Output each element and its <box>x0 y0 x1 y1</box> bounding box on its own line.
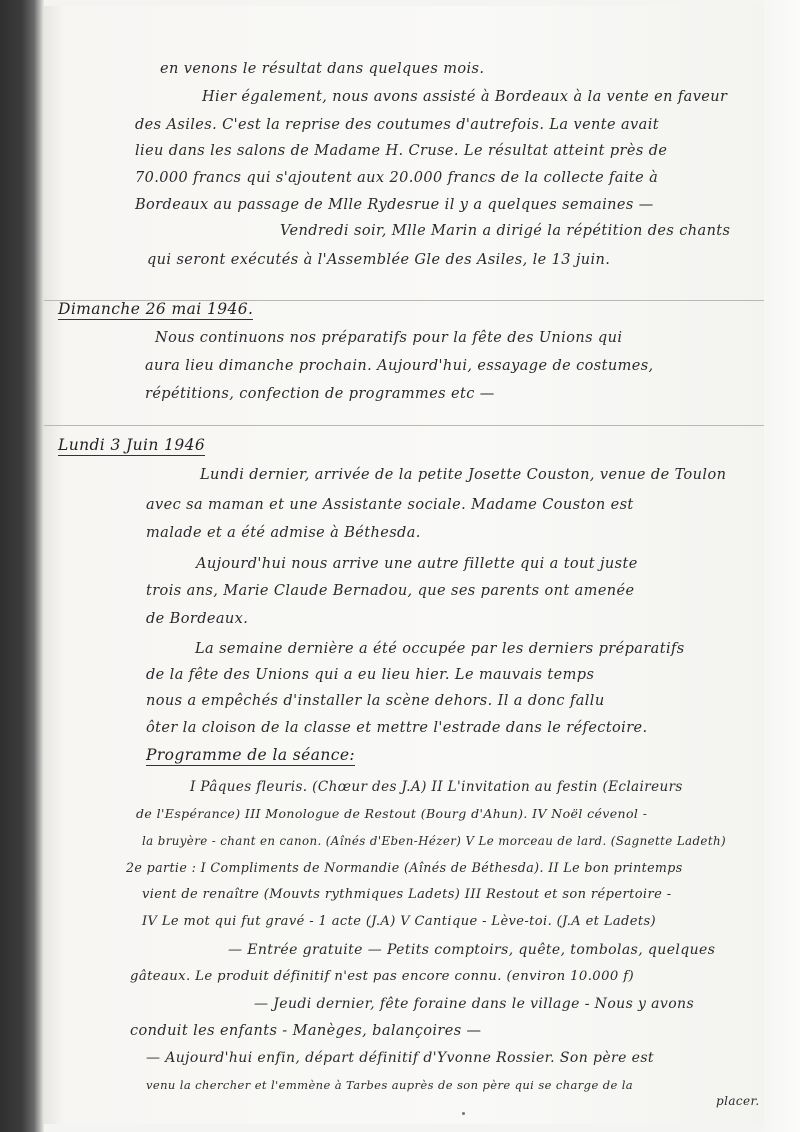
text-line: de Bordeaux. <box>146 611 249 627</box>
page-margin <box>764 0 800 1132</box>
text-line: conduit les enfants - Manèges, balançoires — <box>130 1023 482 1039</box>
text-line: en venons le résultat dans quelques mois. <box>160 61 485 77</box>
text-line: placer. <box>716 1094 760 1108</box>
page-mark <box>462 1112 465 1115</box>
text-line: lieu dans les salons de Madame H. Cruse. Le résultat atteint près de <box>135 143 668 159</box>
program-line: I Pâques fleuris. (Chœur des J.A) II L'invitation au festin (Eclaireurs <box>190 779 683 795</box>
program-heading: Programme de la séance: <box>146 746 356 764</box>
text-line: de la fête des Unions qui a eu lieu hier. Le mauvais temps <box>146 667 595 683</box>
text-line: Lundi dernier, arrivée de la petite Josette Couston, venue de Toulon <box>200 467 727 483</box>
text-line: Bordeaux au passage de Mlle Rydesrue il y a quelques semaines — <box>135 197 654 213</box>
text-line: trois ans, Marie Claude Bernadou, que ses parents ont amenée <box>146 583 635 599</box>
text-line: ôter la cloison de la classe et mettre l'estrade dans le réfectoire. <box>146 720 648 736</box>
text-line: qui seront exécutés à l'Assemblée Gle des Asiles, le 13 juin. <box>147 252 611 268</box>
program-line: IV Le mot qui fut gravé - 1 acte (J.A) V Cantique - Lève-toi. (J.A et Ladets) <box>142 914 657 929</box>
text-line: gâteaux. Le produit définitif n'est pas encore connu. (environ 10.000 f) <box>130 969 635 984</box>
program-line: de l'Espérance) III Monologue de Restout (Bourg d'Ahun). IV Noël cévenol - <box>136 806 648 821</box>
section-divider <box>44 425 764 426</box>
entry-date-heading: Lundi 3 Juin 1946 <box>58 436 206 454</box>
text-line: Hier également, nous avons assisté à Bordeaux à la vente en faveur <box>202 89 728 105</box>
text-line: nous a empêchés d'installer la scène dehors. Il a donc fallu <box>146 693 605 709</box>
text-line: avec sa maman et une Assistante sociale. Madame Couston est <box>146 497 634 513</box>
text-line: malade et a été admise à Béthesda. <box>146 525 421 541</box>
text-line: 70.000 francs qui s'ajoutent aux 20.000 francs de la collecte faite à <box>135 170 659 186</box>
text-line: — Aujourd'hui enfin, départ définitif d'Yvonne Rossier. Son père est <box>146 1050 654 1066</box>
program-line: vient de renaître (Mouvts rythmiques Ladets) III Restout et son répertoire - <box>142 887 672 902</box>
text-line: venu la chercher et l'emmène à Tarbes auprès de son père qui se charge de la <box>146 1078 634 1092</box>
text-line: — Jeudi dernier, fête foraine dans le village - Nous y avons <box>254 996 695 1012</box>
book-binding <box>0 0 44 1132</box>
text-line: Nous continuons nos préparatifs pour la fête des Unions qui <box>155 330 623 346</box>
text-line: répétitions, confection de programmes etc — <box>145 386 495 402</box>
text-line: La semaine dernière a été occupée par les derniers préparatifs <box>195 641 685 657</box>
program-line: la bruyère - chant en canon. (Aînés d'Eben-Hézer) V Le morceau de lard. (Sagnette Ladeth) <box>142 834 726 848</box>
text-line: aura lieu dimanche prochain. Aujourd'hui, essayage de costumes, <box>145 358 654 374</box>
entry-date-heading: Dimanche 26 mai 1946. <box>58 300 254 318</box>
text-line: Aujourd'hui nous arrive une autre fillette qui a tout juste <box>196 556 638 572</box>
text-line: Vendredi soir, Mlle Marin a dirigé la répétition des chants <box>280 223 731 239</box>
text-line: — Entrée gratuite — Petits comptoirs, quête, tombolas, quelques <box>228 942 716 958</box>
text-line: des Asiles. C'est la reprise des coutumes d'autrefois. La vente avait <box>135 117 659 133</box>
program-line: 2e partie : I Compliments de Normandie (Aînés de Béthesda). II Le bon printemps <box>126 860 683 875</box>
